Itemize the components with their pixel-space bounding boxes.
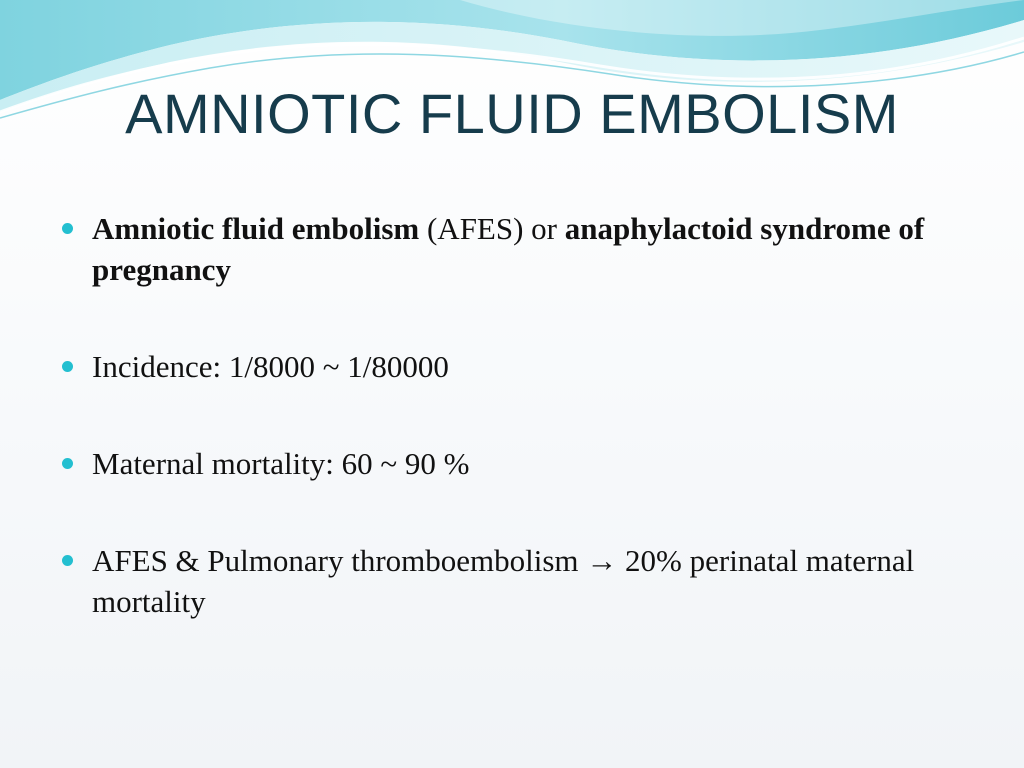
definition-connector: (AFES) or bbox=[419, 211, 565, 246]
bullet-dot-icon bbox=[62, 458, 73, 469]
bullet-dot-icon bbox=[62, 361, 73, 372]
bullet-item-incidence bbox=[62, 346, 942, 387]
bullet-text: AFES & Pulmonary thromboembolism → 20% perinatal maternal mortality bbox=[92, 543, 915, 619]
bullet-text: Maternal mortality: 60 ~ 90 % bbox=[92, 446, 470, 481]
bullet-dot-icon bbox=[62, 223, 73, 234]
term-anaphylactoid-syndrome: anaphylactoid syndrome of pregnancy bbox=[92, 211, 925, 287]
bullet-list bbox=[62, 208, 942, 622]
bullet-dot-icon bbox=[62, 555, 73, 566]
bullet-item-definition bbox=[62, 208, 942, 290]
bullet-text: Incidence: 1/8000 ~ 1/80000 bbox=[92, 349, 449, 384]
term-amniotic-fluid-embolism: Amniotic fluid embolism bbox=[92, 211, 420, 246]
bullet-item-maternal-mortality bbox=[62, 443, 942, 484]
bullet-item-perinatal-mortality bbox=[62, 540, 942, 622]
slide-title: AMNIOTIC FLUID EMBOLISM bbox=[125, 82, 899, 145]
